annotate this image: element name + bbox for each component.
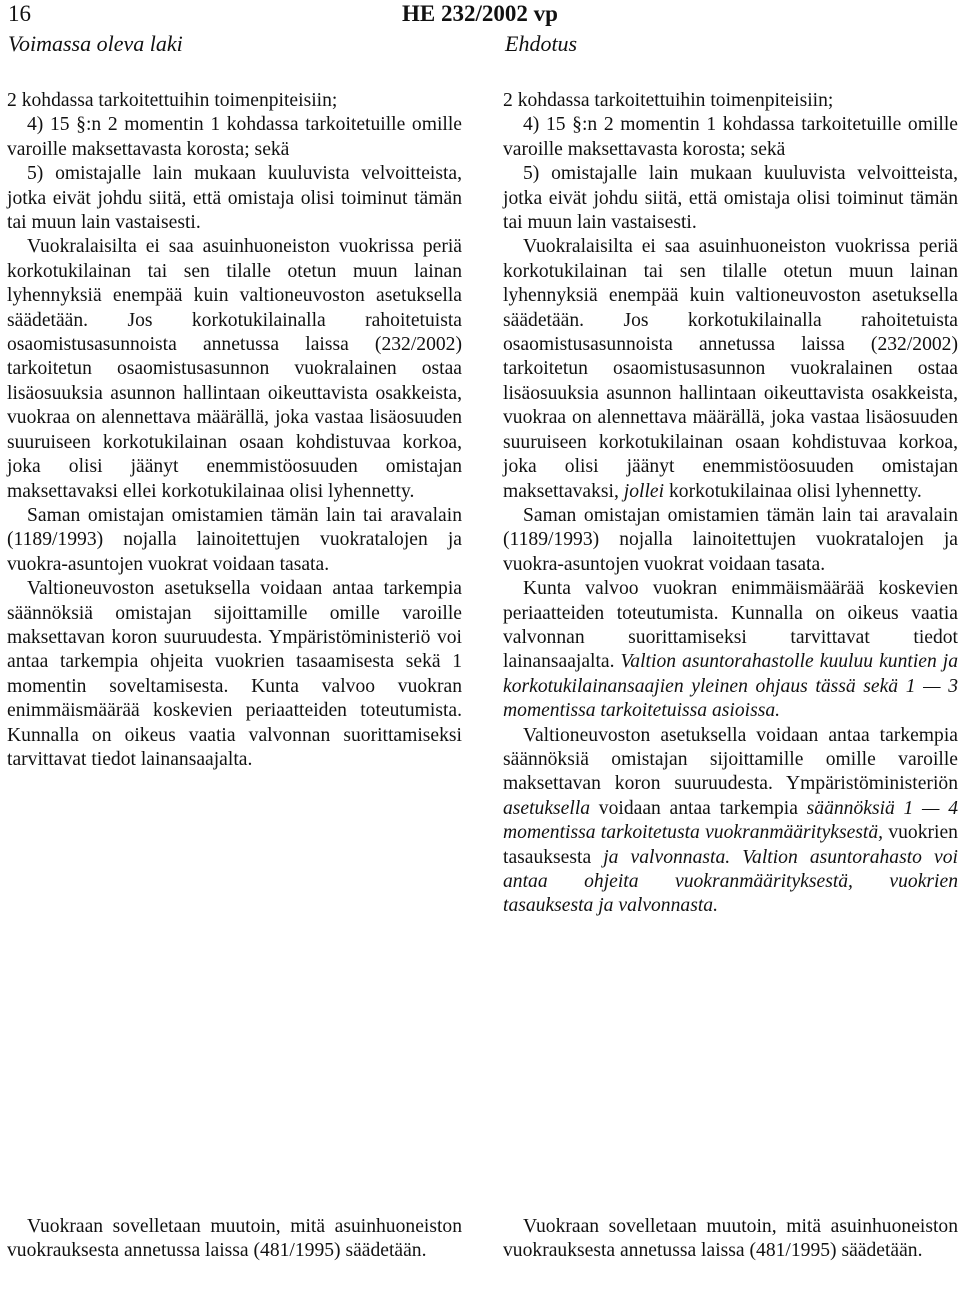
paragraph: Saman omistajan omistamien tämän lain tai aravalain (1189/1993) nojalla lainoitettujen vuokratalojen ja vuokra-asuntojen vuokrat voidaan tasata. [7, 504, 462, 575]
paragraph [503, 113, 958, 162]
paragraph: 2 kohdassa tarkoitettuihin toimenpiteisiin; [7, 90, 338, 111]
page-number: 16 [8, 1, 31, 26]
amended-text: asetuksella [503, 797, 591, 819]
paragraph: Valtioneuvoston asetuksella voidaan antaa tarkempia säännöksiä omistajan sijoittamille omille varoille maksettavan koron suuruudesta. Ympäristöministeriö voi antaa tarkempia ohjeita vuokrien tasaamisesta sekä 1 momentin soveltamisesta. Kunta valvoo vuokran enimmäismäärää koskevien periaatteiden toteutumista. Kunnalla on oikeus vaatia valvonnan suorittamiseksi tarvittavat tiedot lainansaajalta. [7, 578, 462, 770]
paragraph: 4) 15 §:n 2 momentin 1 kohdassa tarkoitetuille omille varoille maksettavasta korosta; sekä [7, 114, 462, 160]
text-segment: korkotukilainaa olisi lyhennetty. [664, 480, 922, 502]
text-segment: voidaan antaa tarkempia [590, 797, 807, 819]
current-law-column [7, 89, 462, 772]
paragraph [503, 577, 958, 723]
paragraph [503, 724, 958, 919]
proposal-final-paragraph [503, 1215, 958, 1264]
proposal-column [503, 89, 958, 919]
text-segment: Kunta valvoo vuokran enimmäismäärää koskevien periaatteiden toteutumista. Kunnalla on oikeus vaatia valvonnan suorittamiseksi tarvittavat tiedot lainansaajalta. [503, 578, 958, 673]
paragraph: 5) omistajalle lain mukaan kuuluvista velvoitteista, jotka eivät johdu siitä, että omistaja olisi toiminut tämän tai muun lain vastaisesti. [7, 163, 462, 234]
text-segment: 5) omistajalle lain mukaan kuuluvista velvoitteista, jotka eivät johdu siitä, että omistaja olisi toiminut tämän tai muun lain vastaisesti. [503, 163, 958, 234]
current-law-final-paragraph [7, 1215, 462, 1264]
paragraph: Vuokraan sovelletaan muutoin, mitä asuinhuoneiston vuokrauksesta annetussa laissa (481/1995) säädetään. [503, 1216, 958, 1262]
amended-text: Valtion asuntorahastolle kuuluu kuntien ja korkotukilainansaajien yleinen ohjaus tässä sekä 1 — 3 momentissa tarkoitetuissa asioissa. [503, 651, 958, 722]
amended-text: ja valvonnasta. Valtion asuntorahasto voi antaa ohjeita vuokranmäärityksestä, vuokrien tasauksesta ja valvonnasta. [503, 846, 958, 917]
right-column-title: Ehdotus [505, 31, 578, 56]
text-segment: vuokrien tasauksesta [503, 822, 958, 868]
amended-text: säännöksiä 1 — 4 momentissa tarkoitetusta vuokranmäärityksestä, [503, 797, 958, 844]
amended-text: jollei [623, 480, 665, 502]
text-segment: Vuokralaisilta ei saa asuinhuoneiston vuokrissa periä korkotukilainan tai sen tilalle otetun muun lainan lyhennyksiä enempää kuin valtioneuvoston asetuksella säädetään. Jos korkotukilainalla rahoitetuista osaomistusasunnoista annetussa laissa (232/2002) tarkoitetun osaomistusasunnon vuokralainen ostaa lisäosuuksia asunnon hallintaan oikeuttavista osakkeista, vuokraa on alennettava määrällä, joka vastaa lisäosuuden suuruiseen korkotukilainan osaan kohdistuvaa korkoa, joka olisi jäänyt enemmistöosuuden omistajan maksettavaksi, [503, 236, 958, 502]
text-segment: 2 kohdassa tarkoitettuihin toimenpiteisiin; [503, 90, 834, 111]
text-segment: Saman omistajan omistamien tämän lain tai aravalain (1189/1993) nojalla lainoitettujen vuokratalojen ja vuokra-asuntojen vuokrat voidaan tasata. [503, 504, 958, 575]
paragraph [503, 235, 958, 503]
paragraph: Vuokraan sovelletaan muutoin, mitä asuinhuoneiston vuokrauksesta annetussa laissa (481/1995) säädetään. [7, 1216, 462, 1262]
text-segment: Valtioneuvoston asetuksella voidaan antaa tarkempia säännöksiä omistajan sijoittamille omille varoille maksettavan koron suuruudesta. Ympäristöministeriön [503, 724, 958, 795]
paragraph [503, 162, 958, 235]
text-segment: 4) 15 §:n 2 momentin 1 kohdassa tarkoitetuille omille varoille maksettavasta korosta; sekä [503, 114, 958, 160]
left-column-title: Voimassa oleva laki [8, 31, 183, 56]
paragraph [503, 89, 958, 113]
document-id: HE 232/2002 vp [402, 1, 558, 26]
paragraph [503, 504, 958, 577]
paragraph: Vuokralaisilta ei saa asuinhuoneiston vuokrissa periä korkotukilainan tai sen tilalle otetun muun lainan lyhennyksiä enempää kuin valtioneuvoston asetuksella säädetään. Jos korkotukilainalla rahoitetuista osaomistusasunnoista annetussa laissa (232/2002) tarkoitetun osaomistusasunnon vuokralainen ostaa lisäosuuksia asunnon hallintaan oikeuttavista osakkeista, vuokraa on alennettava määrällä, joka vastaa lisäosuuden suuruiseen korkotukilainan osaan kohdistuvaa korkoa, joka olisi jäänyt enemmistöosuuden omistajan maksettavaksi ellei korkotukilainaa olisi lyhennetty. [7, 236, 462, 502]
